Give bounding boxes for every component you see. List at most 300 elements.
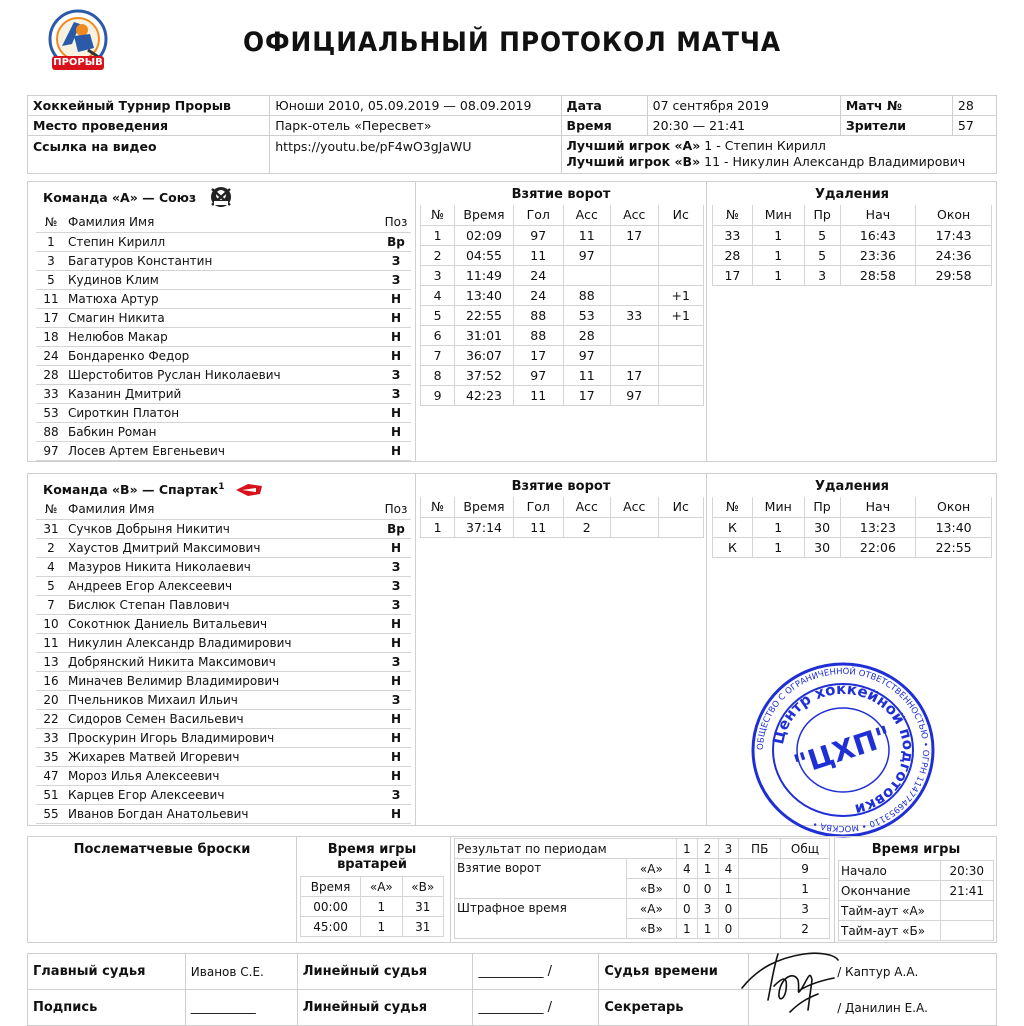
table-cell: 2	[563, 517, 611, 537]
column-header: «А»	[361, 877, 402, 897]
player-position: Н	[381, 403, 411, 422]
player-row	[36, 232, 411, 251]
column-header: 2	[697, 839, 718, 859]
table-cell: 5	[804, 245, 840, 265]
table-cell: 00:00	[301, 897, 361, 917]
player-name: Сокотнюк Даниель Витальевич	[66, 614, 381, 633]
player-row	[36, 652, 411, 671]
player-name: Пчельников Михаил Ильич	[66, 690, 381, 709]
player-position: З	[381, 576, 411, 595]
table-cell: 1	[752, 517, 804, 537]
table-cell: 0	[676, 899, 697, 919]
player-name: Бислюк Степан Павлович	[66, 595, 381, 614]
table-cell: 1	[361, 897, 402, 917]
player-name: Карцев Егор Алексеевич	[66, 785, 381, 804]
player-name: Сироткин Платон	[66, 403, 381, 422]
col-pos: Поз	[381, 213, 411, 232]
table-cell: 29:58	[916, 265, 992, 285]
player-row	[36, 633, 411, 652]
player-number: 2	[36, 538, 66, 557]
player-name: Никулин Александр Владимирович	[66, 633, 381, 652]
col-num: №	[36, 213, 66, 232]
table-cell: 7	[421, 345, 455, 365]
team-marker: «В»	[626, 879, 676, 899]
linesman1-label: Линейный судья	[297, 954, 473, 990]
player-number: 11	[36, 633, 66, 652]
table-cell: 11	[563, 365, 611, 385]
table-cell: 1	[752, 245, 804, 265]
best-a-label: Лучший игрок «А»	[566, 138, 701, 153]
table-cell	[658, 245, 704, 265]
player-number: 18	[36, 327, 66, 346]
column-header: Время	[455, 205, 514, 225]
player-name: Багатуров Константин	[66, 251, 381, 270]
video-label: Ссылка на видео	[28, 136, 270, 174]
player-number: 33	[36, 384, 66, 403]
player-number: 5	[36, 576, 66, 595]
table-cell	[658, 265, 704, 285]
table-cell: 97	[513, 365, 563, 385]
table-cell	[611, 517, 659, 537]
table-cell: 23:36	[840, 245, 916, 265]
column-header: «В»	[402, 877, 443, 897]
table-cell: 13:40	[455, 285, 514, 305]
table-cell: 37:52	[455, 365, 514, 385]
table-cell: 24:36	[916, 245, 992, 265]
column-header: 3	[718, 839, 739, 859]
player-row	[36, 365, 411, 384]
goalie-time-row	[301, 917, 444, 937]
table-cell: 4	[676, 859, 697, 879]
table-cell: 28	[563, 325, 611, 345]
table-cell: 31	[402, 917, 443, 937]
player-row	[36, 441, 411, 460]
table-cell: 2	[781, 919, 830, 939]
table-cell: 0	[718, 899, 739, 919]
period-row	[455, 859, 830, 879]
column-header: Мин	[752, 205, 804, 225]
column-header: Гол	[513, 497, 563, 517]
team-a-goals-table	[420, 205, 704, 406]
column-header: Нач	[840, 205, 916, 225]
shootout-title: Послематчевые броски	[73, 842, 251, 857]
player-number: 11	[36, 289, 66, 308]
table-cell: 0	[718, 919, 739, 939]
player-position: Вр	[381, 232, 411, 251]
player-position: Н	[381, 766, 411, 785]
column-header: Нач	[840, 497, 916, 517]
table-cell: 1	[421, 517, 455, 537]
table-cell	[658, 325, 704, 345]
column-header: Ис	[658, 497, 704, 517]
table-cell: 97	[563, 345, 611, 365]
timeout-b-label: Тайм-аут «Б»	[839, 921, 941, 941]
table-cell: 6	[421, 325, 455, 345]
goal-row	[421, 245, 704, 265]
table-cell: 1	[752, 537, 804, 557]
team-b-penalties-title: Удаления	[814, 479, 890, 494]
end-label: Окончание	[839, 881, 941, 901]
spartak-logo-icon	[234, 481, 264, 502]
linesman2-value: __________ /	[473, 990, 599, 1026]
team-a-goals-title: Взятие ворот	[511, 187, 611, 202]
col-num: №	[36, 500, 66, 519]
table-cell	[739, 879, 781, 899]
col-pos: Поз	[381, 500, 411, 519]
table-cell	[658, 517, 704, 537]
table-cell: 45:00	[301, 917, 361, 937]
spectators-value: 57	[952, 116, 996, 136]
table-cell: 1	[697, 859, 718, 879]
table-cell	[611, 325, 659, 345]
table-cell: 88	[563, 285, 611, 305]
period-header	[455, 839, 830, 859]
table-cell	[611, 285, 659, 305]
goal-row	[421, 225, 704, 245]
team-b-title	[43, 482, 224, 497]
player-position: З	[381, 270, 411, 289]
svg-text:Центр хоккейной подготовки: Центр хоккейной подготовки	[769, 679, 918, 819]
player-number: 22	[36, 709, 66, 728]
team-b-goals-table	[420, 497, 704, 538]
column-header: №	[713, 497, 753, 517]
table-cell	[658, 385, 704, 405]
player-number: 16	[36, 671, 66, 690]
player-number: 28	[36, 365, 66, 384]
player-position: Н	[381, 747, 411, 766]
table-cell: 5	[421, 305, 455, 325]
player-name: Хаустов Дмитрий Максимович	[66, 538, 381, 557]
player-name: Смагин Никита	[66, 308, 381, 327]
table-cell	[739, 859, 781, 879]
logo-text: ПРОРЫВ	[53, 57, 103, 68]
table-cell: 02:09	[455, 225, 514, 245]
table-cell: 17	[713, 265, 753, 285]
table-cell: 36:07	[455, 345, 514, 365]
table-cell: 1	[421, 225, 455, 245]
player-number: 5	[36, 270, 66, 289]
table-cell: 97	[611, 385, 659, 405]
goal-row	[421, 285, 704, 305]
penalty-row	[713, 537, 992, 557]
player-row	[36, 576, 411, 595]
column-header: Пр	[804, 205, 840, 225]
player-row	[36, 538, 411, 557]
period-row-label: Взятие ворот	[455, 859, 627, 899]
player-position: З	[381, 595, 411, 614]
player-name: Сучков Добрыня Никитич	[66, 519, 381, 538]
column-header: Мин	[752, 497, 804, 517]
table-cell: 4	[718, 859, 739, 879]
team-marker: «В»	[626, 919, 676, 939]
player-position: З	[381, 652, 411, 671]
table-cell: 1	[781, 879, 830, 899]
secretary-value: / Данилин Е.А.	[749, 990, 997, 1026]
player-row	[36, 403, 411, 422]
column-header: Общ	[781, 839, 830, 859]
table-cell	[739, 899, 781, 919]
player-row	[36, 804, 411, 823]
player-row	[36, 346, 411, 365]
player-row	[36, 557, 411, 576]
goal-row	[421, 325, 704, 345]
table-cell: 30	[804, 517, 840, 537]
player-name: Проскурин Игорь Владимирович	[66, 728, 381, 747]
best-a-value: 1 - Степин Кирилл	[704, 138, 826, 153]
table-cell: 3	[697, 899, 718, 919]
timekeeper-label: Судья времени	[599, 954, 749, 990]
period-row-label: Штрафное время	[455, 899, 627, 939]
table-cell: 22:55	[455, 305, 514, 325]
player-position: Н	[381, 804, 411, 823]
table-cell: 28:58	[840, 265, 916, 285]
player-row	[36, 614, 411, 633]
player-row	[36, 595, 411, 614]
player-number: 55	[36, 804, 66, 823]
team-b-title-text: Команда «В» — Спартак	[43, 482, 219, 498]
player-position: Н	[381, 671, 411, 690]
time-label: Время	[561, 116, 647, 136]
player-row	[36, 785, 411, 804]
table-cell	[739, 919, 781, 939]
table-cell	[563, 265, 611, 285]
player-name: Мороз Илья Алексеевич	[66, 766, 381, 785]
player-row	[36, 519, 411, 538]
player-position: Н	[381, 346, 411, 365]
player-position: Н	[381, 327, 411, 346]
table-cell: 11	[513, 385, 563, 405]
player-number: 3	[36, 251, 66, 270]
table-cell: 13:23	[840, 517, 916, 537]
column-header: №	[421, 205, 455, 225]
player-position: З	[381, 384, 411, 403]
player-number: 1	[36, 232, 66, 251]
tournament-value: Юноши 2010, 05.09.2019 — 08.09.2019	[270, 96, 561, 116]
column-header: 1	[676, 839, 697, 859]
sign-label: Подпись	[28, 990, 186, 1026]
secretary-label: Секретарь	[599, 990, 749, 1026]
table-cell: 30	[804, 537, 840, 557]
timekeeper-value: / Каптур А.А.	[749, 954, 997, 990]
table-cell	[611, 265, 659, 285]
goal-row	[421, 385, 704, 405]
table-cell	[658, 225, 704, 245]
table-cell: 97	[513, 225, 563, 245]
player-position: Н	[381, 728, 411, 747]
page-title: ОФИЦИАЛЬНЫЙ ПРОТОКОЛ МАТЧА	[242, 27, 782, 58]
head-ref-label: Главный судья	[28, 954, 186, 990]
table-cell: 0	[697, 879, 718, 899]
player-row	[36, 747, 411, 766]
table-cell: 42:23	[455, 385, 514, 405]
table-cell: 31:01	[455, 325, 514, 345]
time-value: 20:30 — 21:41	[647, 116, 840, 136]
table-cell: 4	[421, 285, 455, 305]
video-link[interactable]: https://youtu.be/pF4wO3gJaWU	[270, 136, 561, 174]
period-results-table	[454, 838, 830, 939]
table-cell: 16:43	[840, 225, 916, 245]
penalty-row	[713, 245, 992, 265]
table-cell	[658, 345, 704, 365]
table-cell: 17	[563, 385, 611, 405]
goal-row	[421, 265, 704, 285]
col-name: Фамилия Имя	[66, 500, 381, 519]
player-position: З	[381, 557, 411, 576]
player-number: 4	[36, 557, 66, 576]
table-cell: 1	[718, 879, 739, 899]
player-number: 47	[36, 766, 66, 785]
column-header: Гол	[513, 205, 563, 225]
player-name: Жихарев Матвей Игоревич	[66, 747, 381, 766]
timeout-a-value	[940, 901, 993, 921]
player-name: Казанин Дмитрий	[66, 384, 381, 403]
goalie-time-header	[301, 877, 444, 897]
team-b-title-sup: 1	[218, 482, 225, 492]
table-cell: 8	[421, 365, 455, 385]
goal-row	[421, 305, 704, 325]
table-cell: 22:55	[916, 537, 992, 557]
player-name: Миначев Велимир Владимирович	[66, 671, 381, 690]
end-value: 21:41	[940, 881, 993, 901]
table-cell: 3	[804, 265, 840, 285]
player-row	[36, 728, 411, 747]
goal-row	[421, 517, 704, 537]
team-a-penalties-title: Удаления	[814, 187, 890, 202]
column-header: Пр	[804, 497, 840, 517]
player-number: 7	[36, 595, 66, 614]
game-time-title: Время игры	[871, 842, 961, 857]
penalty-row	[713, 225, 992, 245]
table-cell: 9	[421, 385, 455, 405]
column-header: Асс	[611, 497, 659, 517]
player-number: 35	[36, 747, 66, 766]
goal-row	[421, 345, 704, 365]
goalie-time-table	[300, 876, 444, 937]
linesman1-value: __________ /	[473, 954, 599, 990]
table-cell: 2	[421, 245, 455, 265]
table-cell: 3	[421, 265, 455, 285]
period-row	[455, 899, 830, 919]
player-name: Бондаренко Федор	[66, 346, 381, 365]
team-b-penalties-table	[712, 497, 992, 558]
player-row	[36, 384, 411, 403]
table-cell	[658, 365, 704, 385]
soyuz-logo-icon	[209, 185, 233, 212]
player-position: З	[381, 251, 411, 270]
player-name: Нелюбов Макар	[66, 327, 381, 346]
table-cell: +1	[658, 285, 704, 305]
svg-text:"ЦХП": "ЦХП"	[789, 719, 896, 782]
team-b-goals-title: Взятие ворот	[511, 479, 611, 494]
penalty-row	[713, 265, 992, 285]
game-time-table	[838, 860, 994, 941]
table-cell: 13:40	[916, 517, 992, 537]
column-header: Окон	[916, 205, 992, 225]
signature-image	[738, 940, 848, 1026]
player-name: Бабкин Роман	[66, 422, 381, 441]
column-header: №	[421, 497, 455, 517]
player-position: Н	[381, 538, 411, 557]
match-info-table	[27, 95, 997, 174]
player-name: Сидоров Семен Васильевич	[66, 709, 381, 728]
table-cell: 11	[513, 245, 563, 265]
goal-row	[421, 365, 704, 385]
player-position: Н	[381, 289, 411, 308]
table-cell: 04:55	[455, 245, 514, 265]
player-number: 20	[36, 690, 66, 709]
table-cell: К	[713, 517, 753, 537]
column-header: №	[713, 205, 753, 225]
table-cell: 24	[513, 265, 563, 285]
player-number: 10	[36, 614, 66, 633]
table-cell: 17:43	[916, 225, 992, 245]
column-header: Асс	[563, 497, 611, 517]
date-label: Дата	[561, 96, 647, 116]
player-number: 31	[36, 519, 66, 538]
best-players	[561, 136, 996, 174]
linesman2-label: Линейный судья	[297, 990, 473, 1026]
table-cell: 17	[513, 345, 563, 365]
player-position: З	[381, 690, 411, 709]
table-cell: 53	[563, 305, 611, 325]
start-label: Начало	[839, 861, 941, 881]
team-marker: «А»	[626, 899, 676, 919]
player-name: Андреев Егор Алексеевич	[66, 576, 381, 595]
team-a-roster	[36, 213, 411, 461]
table-cell: 17	[611, 225, 659, 245]
player-name: Мазуров Никита Николаевич	[66, 557, 381, 576]
best-b-value: 11 - Никулин Александр Владимирович	[704, 154, 966, 169]
table-cell	[611, 245, 659, 265]
column-header: Асс	[563, 205, 611, 225]
player-row	[36, 251, 411, 270]
best-b-label: Лучший игрок «В»	[566, 154, 701, 169]
head-ref-value: Иванов С.Е.	[185, 954, 297, 990]
player-position: Н	[381, 308, 411, 327]
player-position: Н	[381, 422, 411, 441]
player-number: 97	[36, 441, 66, 460]
player-row	[36, 308, 411, 327]
officials-table	[27, 953, 997, 1026]
tournament-label: Хоккейный Турнир Прорыв	[28, 96, 270, 116]
table-cell: 1	[752, 225, 804, 245]
player-name: Шерстобитов Руслан Николаевич	[66, 365, 381, 384]
table-cell: 1	[697, 919, 718, 939]
player-number: 88	[36, 422, 66, 441]
player-name: Лосев Артем Евгеньевич	[66, 441, 381, 460]
table-cell: 11	[563, 225, 611, 245]
player-number: 17	[36, 308, 66, 327]
player-name: Иванов Богдан Анатольевич	[66, 804, 381, 823]
periods-title: Результат по периодам	[455, 839, 677, 859]
player-position: Н	[381, 614, 411, 633]
player-number: 13	[36, 652, 66, 671]
player-row	[36, 690, 411, 709]
spectators-label: Зрители	[840, 116, 952, 136]
player-name: Матюха Артур	[66, 289, 381, 308]
table-cell: 97	[563, 245, 611, 265]
column-header: Время	[455, 497, 514, 517]
table-cell: К	[713, 537, 753, 557]
player-row	[36, 327, 411, 346]
column-header: ПБ	[739, 839, 781, 859]
player-row	[36, 270, 411, 289]
player-row	[36, 289, 411, 308]
table-cell: 1	[752, 265, 804, 285]
player-name: Степин Кирилл	[66, 232, 381, 251]
team-b-roster	[36, 500, 411, 824]
player-row	[36, 709, 411, 728]
